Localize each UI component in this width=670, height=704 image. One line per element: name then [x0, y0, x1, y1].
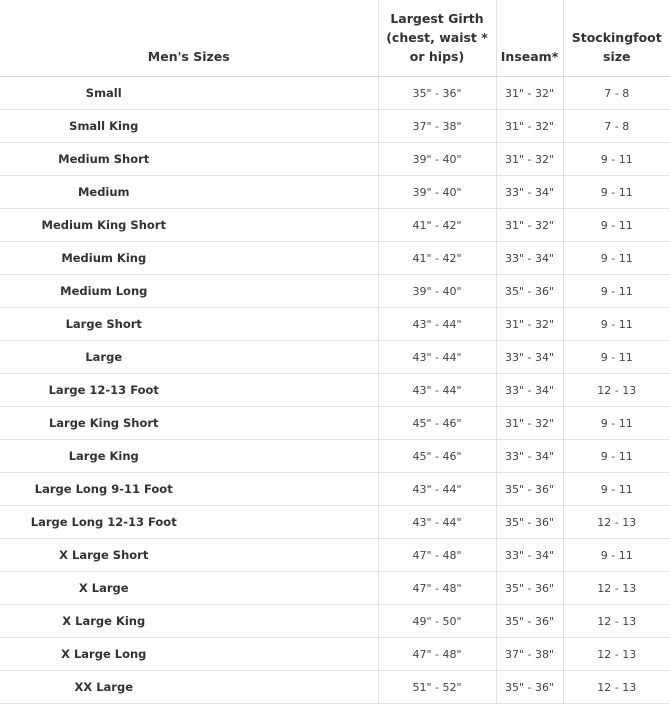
table-row: [0, 110, 670, 143]
inseam-cell: 35" - 36": [496, 671, 563, 704]
girth-cell: 43" - 44": [378, 341, 496, 374]
size-name-cell: X Large: [0, 572, 378, 605]
girth-cell: 43" - 44": [378, 473, 496, 506]
stockingfoot-cell: 9 - 11: [563, 176, 670, 209]
girth-cell: 37" - 38": [378, 110, 496, 143]
table-row: [0, 473, 670, 506]
table-row: [0, 242, 670, 275]
size-name-cell: X Large Short: [0, 539, 378, 572]
stockingfoot-cell: 9 - 11: [563, 209, 670, 242]
inseam-cell: 31" - 32": [496, 209, 563, 242]
inseam-cell: 31" - 32": [496, 77, 563, 110]
table-row: [0, 638, 670, 671]
inseam-cell: 35" - 36": [496, 572, 563, 605]
stockingfoot-cell: 9 - 11: [563, 407, 670, 440]
girth-cell: 45" - 46": [378, 407, 496, 440]
girth-cell: 51" - 52": [378, 671, 496, 704]
size-name-cell: Large King Short: [0, 407, 378, 440]
table-row: [0, 407, 670, 440]
table-row: [0, 572, 670, 605]
size-name-cell: XX Large: [0, 671, 378, 704]
girth-cell: 35" - 36": [378, 77, 496, 110]
size-name-cell: Medium: [0, 176, 378, 209]
table-row: [0, 176, 670, 209]
table-row: [0, 506, 670, 539]
inseam-cell: 33" - 34": [496, 341, 563, 374]
girth-cell: 47" - 48": [378, 539, 496, 572]
header-row: [0, 0, 670, 77]
stockingfoot-cell: 9 - 11: [563, 473, 670, 506]
stockingfoot-cell: 9 - 11: [563, 275, 670, 308]
table-row: [0, 308, 670, 341]
size-name-cell: Large Short: [0, 308, 378, 341]
size-name-cell: Medium Short: [0, 143, 378, 176]
size-name-cell: Large Long 12-13 Foot: [0, 506, 378, 539]
table-row: [0, 77, 670, 110]
stockingfoot-cell: 7 - 8: [563, 77, 670, 110]
stockingfoot-cell: 9 - 11: [563, 341, 670, 374]
table-body: [0, 77, 670, 704]
inseam-cell: 35" - 36": [496, 275, 563, 308]
stockingfoot-cell: 12 - 13: [563, 572, 670, 605]
girth-cell: 47" - 48": [378, 572, 496, 605]
size-name-cell: Large 12-13 Foot: [0, 374, 378, 407]
girth-cell: 43" - 44": [378, 374, 496, 407]
header-mens-sizes: Men's Sizes: [0, 0, 378, 77]
girth-cell: 41" - 42": [378, 242, 496, 275]
girth-cell: 39" - 40": [378, 176, 496, 209]
table-row: [0, 341, 670, 374]
stockingfoot-cell: 12 - 13: [563, 374, 670, 407]
table-row: [0, 209, 670, 242]
size-name-cell: X Large King: [0, 605, 378, 638]
girth-cell: 41" - 42": [378, 209, 496, 242]
size-name-cell: X Large Long: [0, 638, 378, 671]
header-stockingfoot-size: Stockingfoot size: [563, 0, 670, 77]
size-name-cell: Medium King: [0, 242, 378, 275]
table-row: [0, 671, 670, 704]
girth-cell: 39" - 40": [378, 275, 496, 308]
table-row: [0, 605, 670, 638]
header-inseam: Inseam*: [496, 0, 563, 77]
inseam-cell: 31" - 32": [496, 110, 563, 143]
girth-cell: 45" - 46": [378, 440, 496, 473]
stockingfoot-cell: 9 - 11: [563, 242, 670, 275]
stockingfoot-cell: 12 - 13: [563, 605, 670, 638]
inseam-cell: 33" - 34": [496, 374, 563, 407]
table-header: [0, 0, 670, 77]
table-row: [0, 539, 670, 572]
inseam-cell: 31" - 32": [496, 308, 563, 341]
inseam-cell: 33" - 34": [496, 539, 563, 572]
table-row: [0, 374, 670, 407]
girth-cell: 39" - 40": [378, 143, 496, 176]
stockingfoot-cell: 9 - 11: [563, 308, 670, 341]
header-largest-girth: Largest Girth (chest, waist * or hips): [378, 0, 496, 77]
stockingfoot-cell: 12 - 13: [563, 638, 670, 671]
inseam-cell: 37" - 38": [496, 638, 563, 671]
inseam-cell: 31" - 32": [496, 143, 563, 176]
stockingfoot-cell: 7 - 8: [563, 110, 670, 143]
inseam-cell: 33" - 34": [496, 176, 563, 209]
girth-cell: 47" - 48": [378, 638, 496, 671]
stockingfoot-cell: 9 - 11: [563, 143, 670, 176]
size-name-cell: Large King: [0, 440, 378, 473]
table-row: [0, 143, 670, 176]
stockingfoot-cell: 9 - 11: [563, 539, 670, 572]
inseam-cell: 33" - 34": [496, 440, 563, 473]
size-name-cell: Small: [0, 77, 378, 110]
size-name-cell: Medium King Short: [0, 209, 378, 242]
stockingfoot-cell: 12 - 13: [563, 671, 670, 704]
size-name-cell: Large: [0, 341, 378, 374]
girth-cell: 43" - 44": [378, 506, 496, 539]
inseam-cell: 35" - 36": [496, 506, 563, 539]
girth-cell: 49" - 50": [378, 605, 496, 638]
stockingfoot-cell: 9 - 11: [563, 440, 670, 473]
size-name-cell: Medium Long: [0, 275, 378, 308]
inseam-cell: 33" - 34": [496, 242, 563, 275]
size-name-cell: Large Long 9-11 Foot: [0, 473, 378, 506]
size-name-cell: Small King: [0, 110, 378, 143]
table-row: [0, 275, 670, 308]
table-row: [0, 440, 670, 473]
girth-cell: 43" - 44": [378, 308, 496, 341]
inseam-cell: 35" - 36": [496, 473, 563, 506]
inseam-cell: 35" - 36": [496, 605, 563, 638]
stockingfoot-cell: 12 - 13: [563, 506, 670, 539]
inseam-cell: 31" - 32": [496, 407, 563, 440]
